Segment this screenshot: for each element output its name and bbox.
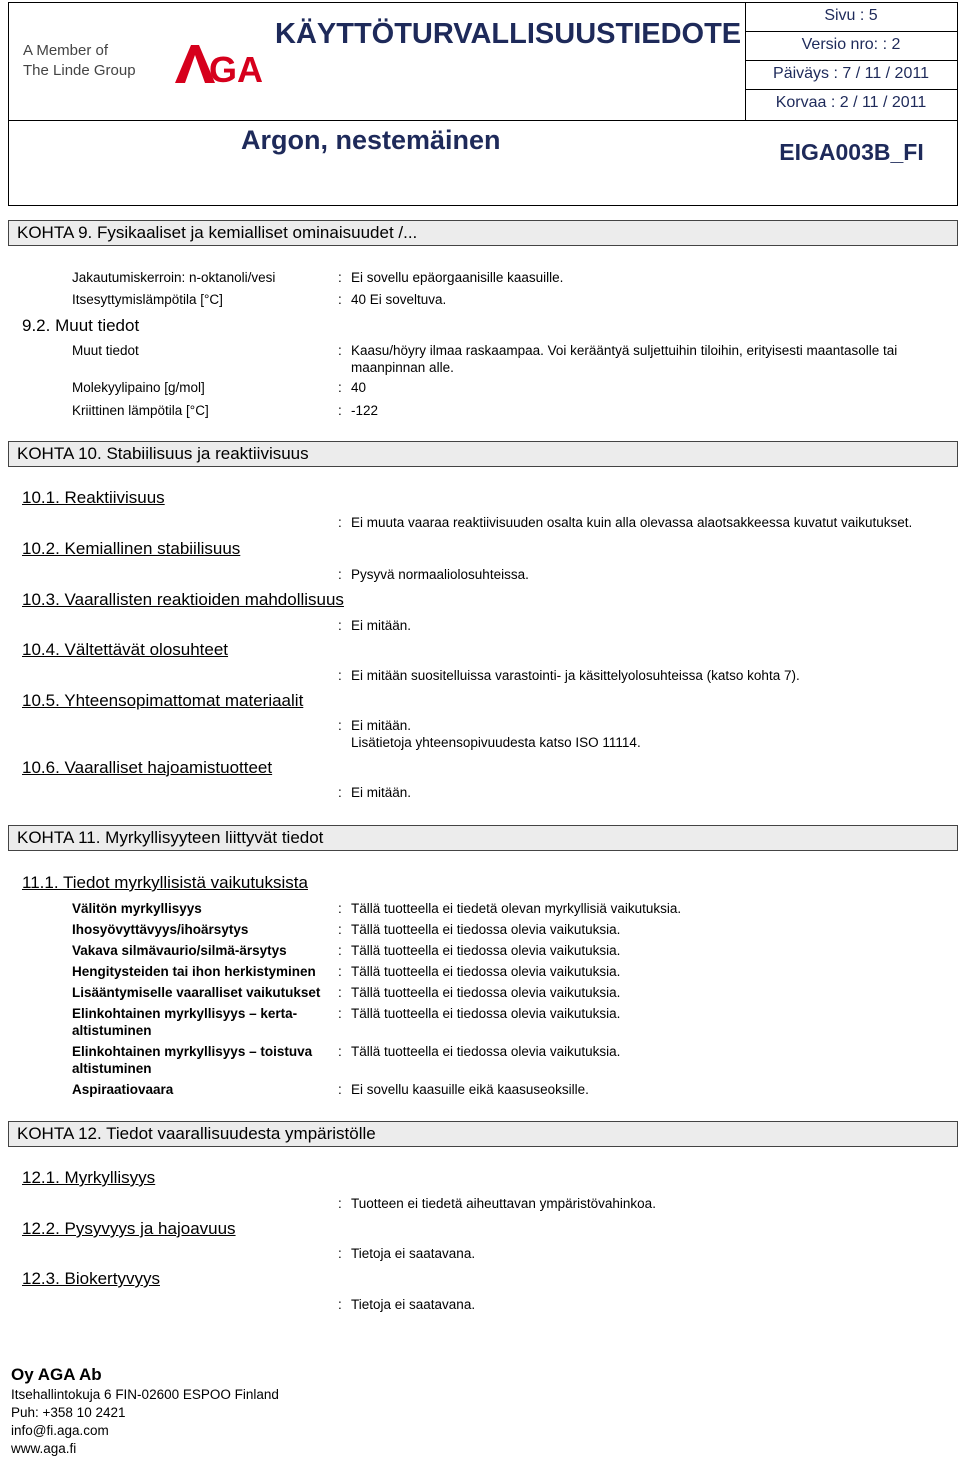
document-header bbox=[8, 2, 958, 206]
colon: : bbox=[338, 380, 342, 395]
property-label: Elinkohtainen myrkyllisyys – kerta- bbox=[72, 1006, 298, 1021]
footer-company: Oy AGA Ab bbox=[11, 1365, 102, 1384]
property-value: Pysyvä normaaliolosuhteissa. bbox=[351, 567, 529, 582]
section-bar bbox=[8, 220, 958, 246]
property-value: 40 bbox=[351, 380, 367, 395]
colon: : bbox=[338, 964, 342, 979]
property-label: Ihosyövyttävyys/ihoärsytys bbox=[72, 922, 249, 937]
colon: : bbox=[338, 668, 342, 683]
colon: : bbox=[338, 292, 342, 307]
colon: : bbox=[338, 1246, 342, 1261]
subsection-title: 10.3. Vaarallisten reaktioiden mahdollisuus bbox=[22, 590, 344, 609]
property-value: Ei mitään. bbox=[351, 718, 412, 733]
property-value: Tietoja ei saatavana. bbox=[351, 1246, 476, 1261]
property-value: Ei mitään. bbox=[351, 785, 412, 800]
section-title: KOHTA 12. Tiedot vaarallisuudesta ympäristölle bbox=[17, 1124, 376, 1143]
property-label: Välitön myrkyllisyys bbox=[72, 901, 202, 916]
svg-text:GA: GA bbox=[209, 49, 263, 90]
subsection-title: 10.2. Kemiallinen stabiilisuus bbox=[22, 539, 241, 558]
subsection-title: 11.1. Tiedot myrkyllisistä vaikutuksista bbox=[22, 873, 308, 892]
header-divider bbox=[745, 60, 957, 61]
colon: : bbox=[338, 985, 342, 1000]
section-title: KOHTA 9. Fysikaaliset ja kemialliset ominaisuudet /... bbox=[17, 223, 418, 242]
property-value: -122 bbox=[351, 403, 379, 418]
logo-tagline: A Member of bbox=[23, 42, 109, 59]
header-divider bbox=[9, 120, 957, 121]
property-value: Tällä tuotteella ei tiedossa olevia vaikutuksia. bbox=[351, 943, 621, 958]
footer-phone: Puh: +358 10 2421 bbox=[11, 1405, 126, 1420]
section-title: KOHTA 10. Stabiilisuus ja reaktiivisuus bbox=[17, 444, 309, 463]
subsection-title: 10.4. Vältettävät olosuhteet bbox=[22, 640, 229, 659]
property-value: Tällä tuotteella ei tiedetä olevan myrkyllisiä vaikutuksia. bbox=[351, 901, 682, 916]
property-value: Tällä tuotteella ei tiedossa olevia vaikutuksia. bbox=[351, 964, 621, 979]
colon: : bbox=[338, 270, 342, 285]
property-value: Ei sovellu kaasuille eikä kaasuseoksille. bbox=[351, 1082, 589, 1097]
property-value: Lisätietoja yhteensopivuudesta katso ISO 11114. bbox=[351, 735, 641, 750]
property-label: Itsesyttymislämpötila [°C] bbox=[72, 292, 223, 307]
property-label: Lisääntymiselle vaaralliset vaikutukset bbox=[72, 985, 321, 1000]
property-value: Tietoja ei saatavana. bbox=[351, 1297, 476, 1312]
issue-date: Päiväys : 7 / 11 / 2011 bbox=[773, 65, 929, 82]
property-value: Tuotteen ei tiedetä aiheuttavan ympäristövahinkoa. bbox=[351, 1196, 656, 1211]
document-code: EIGA003B_FI bbox=[779, 139, 924, 165]
aga-logo-icon bbox=[167, 39, 263, 90]
property-label: Molekyylipaino [g/mol] bbox=[72, 380, 205, 395]
colon: : bbox=[338, 618, 342, 633]
property-value: 40 Ei soveltuva. bbox=[351, 292, 447, 307]
company-logo bbox=[23, 41, 136, 81]
footer-website-link[interactable]: www.aga.fi bbox=[11, 1441, 77, 1456]
colon: : bbox=[338, 403, 342, 418]
replaces-date: Korvaa : 2 / 11 / 2011 bbox=[775, 94, 927, 111]
subsection-title: 10.6. Vaaralliset hajoamistuotteet bbox=[22, 758, 273, 777]
property-value: Kaasu/höyry ilmaa raskaampaa. Voi kerääntyä suljettuihin tiloihin, erityisesti maantasolle tai bbox=[351, 343, 898, 358]
subsection-title: 10.1. Reaktiivisuus bbox=[22, 488, 165, 507]
subsection-title: 12.1. Myrkyllisyys bbox=[22, 1168, 156, 1187]
colon: : bbox=[338, 1297, 342, 1312]
property-label: Jakautumiskerroin: n-oktanoli/vesi bbox=[72, 270, 276, 285]
property-label: Muut tiedot bbox=[72, 343, 139, 358]
colon: : bbox=[338, 1196, 342, 1211]
colon: : bbox=[338, 922, 342, 937]
colon: : bbox=[338, 785, 342, 800]
subsection-title: 9.2. Muut tiedot bbox=[22, 316, 140, 335]
property-value: Tällä tuotteella ei tiedossa olevia vaikutuksia. bbox=[351, 1044, 621, 1059]
property-value: Ei mitään suositelluissa varastointi- ja käsittelyolosuhteissa (katso kohta 7). bbox=[351, 668, 800, 683]
property-value: maanpinnan alle. bbox=[351, 360, 454, 375]
section-bar bbox=[8, 825, 958, 851]
property-value: Tällä tuotteella ei tiedossa olevia vaikutuksia. bbox=[351, 1006, 621, 1021]
property-value: Ei mitään. bbox=[351, 618, 412, 633]
colon: : bbox=[338, 1006, 342, 1021]
property-value: Tällä tuotteella ei tiedossa olevia vaikutuksia. bbox=[351, 985, 621, 1000]
colon: : bbox=[338, 943, 342, 958]
header-divider bbox=[745, 89, 957, 90]
colon: : bbox=[338, 567, 342, 582]
colon: : bbox=[338, 1044, 342, 1059]
footer-address: Itsehallintokuja 6 FIN-02600 ESPOO Finland bbox=[11, 1387, 279, 1402]
colon: : bbox=[338, 901, 342, 916]
colon: : bbox=[338, 515, 342, 530]
property-label: Kriittinen lämpötila [°C] bbox=[72, 403, 209, 418]
section-bar bbox=[8, 1121, 958, 1147]
page-number: Sivu : 5 bbox=[824, 7, 878, 24]
header-divider bbox=[745, 31, 957, 32]
colon: : bbox=[338, 343, 342, 358]
colon: : bbox=[338, 718, 342, 733]
property-label: Hengitysteiden tai ihon herkistyminen bbox=[72, 964, 316, 979]
subsection-title: 12.2. Pysyvyys ja hajoavuus bbox=[22, 1219, 236, 1238]
footer-email[interactable]: info@fi.aga.com bbox=[11, 1423, 109, 1438]
property-value: Ei sovellu epäorgaanisille kaasuille. bbox=[351, 270, 564, 285]
subsection-title: 10.5. Yhteensopimattomat materiaalit bbox=[22, 691, 304, 710]
document-title: KÄYTTÖTURVALLISUUSTIEDOTE bbox=[275, 18, 742, 50]
property-value: Ei muuta vaaraa reaktiivisuuden osalta kuin alla olevassa alaotsakkeessa kuvatut vaikutukset. bbox=[351, 515, 913, 530]
property-label: altistuminen bbox=[72, 1023, 152, 1038]
section-title: KOHTA 11. Myrkyllisyyteen liittyvät tiedot bbox=[17, 828, 324, 847]
logo-tagline: The Linde Group bbox=[23, 62, 136, 79]
subsection-title: 12.3. Biokertyvyys bbox=[22, 1269, 160, 1288]
colon: : bbox=[338, 1082, 342, 1097]
property-label: Vakava silmävaurio/silmä-ärsytys bbox=[72, 943, 287, 958]
property-value: Tällä tuotteella ei tiedossa olevia vaikutuksia. bbox=[351, 922, 621, 937]
property-label: Elinkohtainen myrkyllisyys – toistuva bbox=[72, 1044, 313, 1059]
section-bar bbox=[8, 441, 958, 467]
property-label: Aspiraatiovaara bbox=[72, 1082, 174, 1097]
product-name: Argon, nestemäinen bbox=[241, 125, 501, 155]
version-number: Versio nro: : 2 bbox=[801, 36, 901, 53]
property-label: altistuminen bbox=[72, 1061, 152, 1076]
